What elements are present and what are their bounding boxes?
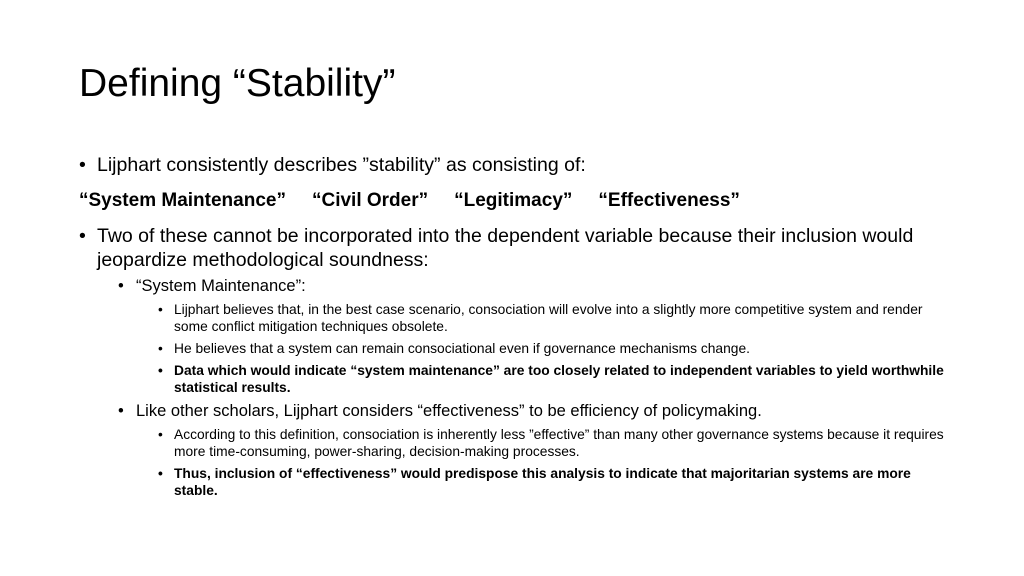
point-data — [79, 362, 954, 396]
term-effectiveness: “Effectiveness” — [598, 190, 740, 211]
bullet-main-text: Two of these cannot be incorporated into the dependent variable because their inclusion would jeopardize methodological soundness: — [97, 225, 914, 271]
stability-terms — [79, 189, 959, 213]
point-conclusion-text: Thus, inclusion of “effectiveness” would predispose this analysis to indicate that majoritarian systems are more stable. — [174, 466, 911, 498]
point-evolve-text: Lijphart believes that, in the best case scenario, consociation will evolve into a slightly more competitive system and render some conflict mitigation techniques obsolete. — [174, 302, 923, 334]
bullet-marker: • — [158, 302, 163, 317]
term-system-maintenance: “System Maintenance” — [79, 190, 286, 211]
subbullet-effectiveness — [79, 401, 959, 421]
bullet-intro-text: Lijphart consistently describes ”stability” as consisting of: — [97, 154, 586, 176]
subbullet-system-maintenance — [79, 276, 959, 296]
bullet-marker: • — [79, 225, 86, 247]
term-legitimacy: “Legitimacy” — [454, 190, 573, 211]
bullet-marker: • — [158, 466, 163, 481]
bullet-marker: • — [118, 277, 124, 295]
bullet-marker: • — [79, 154, 86, 176]
bullet-intro — [79, 153, 959, 177]
point-definition-text: According to this definition, consociation is inherently less ”effective” than many other governance systems because it requires more time-consuming, power-sharing, decision-making processes. — [174, 427, 944, 459]
subbullet-system-maintenance-text: “System Maintenance”: — [136, 277, 306, 295]
point-governance — [79, 340, 954, 357]
term-civil-order: “Civil Order” — [311, 190, 429, 211]
bullet-marker: • — [158, 363, 163, 378]
slide-title: Defining “Stability” — [79, 62, 396, 105]
bullet-marker: • — [158, 341, 163, 356]
subbullet-effectiveness-text: Like other scholars, Lijphart considers “effectiveness” to be efficiency of policymaking. — [136, 402, 762, 420]
point-evolve — [79, 301, 954, 335]
point-governance-text: He believes that a system can remain consociational even if governance mechanisms change. — [174, 341, 750, 356]
bullet-marker: • — [118, 402, 124, 420]
point-definition — [79, 426, 954, 460]
slide-body — [79, 153, 959, 499]
point-conclusion — [79, 465, 954, 499]
bullet-marker: • — [158, 427, 163, 442]
bullet-main — [79, 224, 959, 272]
point-data-text: Data which would indicate “system maintenance” are too closely related to independent variables to yield worthwhile statistical results. — [174, 363, 944, 395]
